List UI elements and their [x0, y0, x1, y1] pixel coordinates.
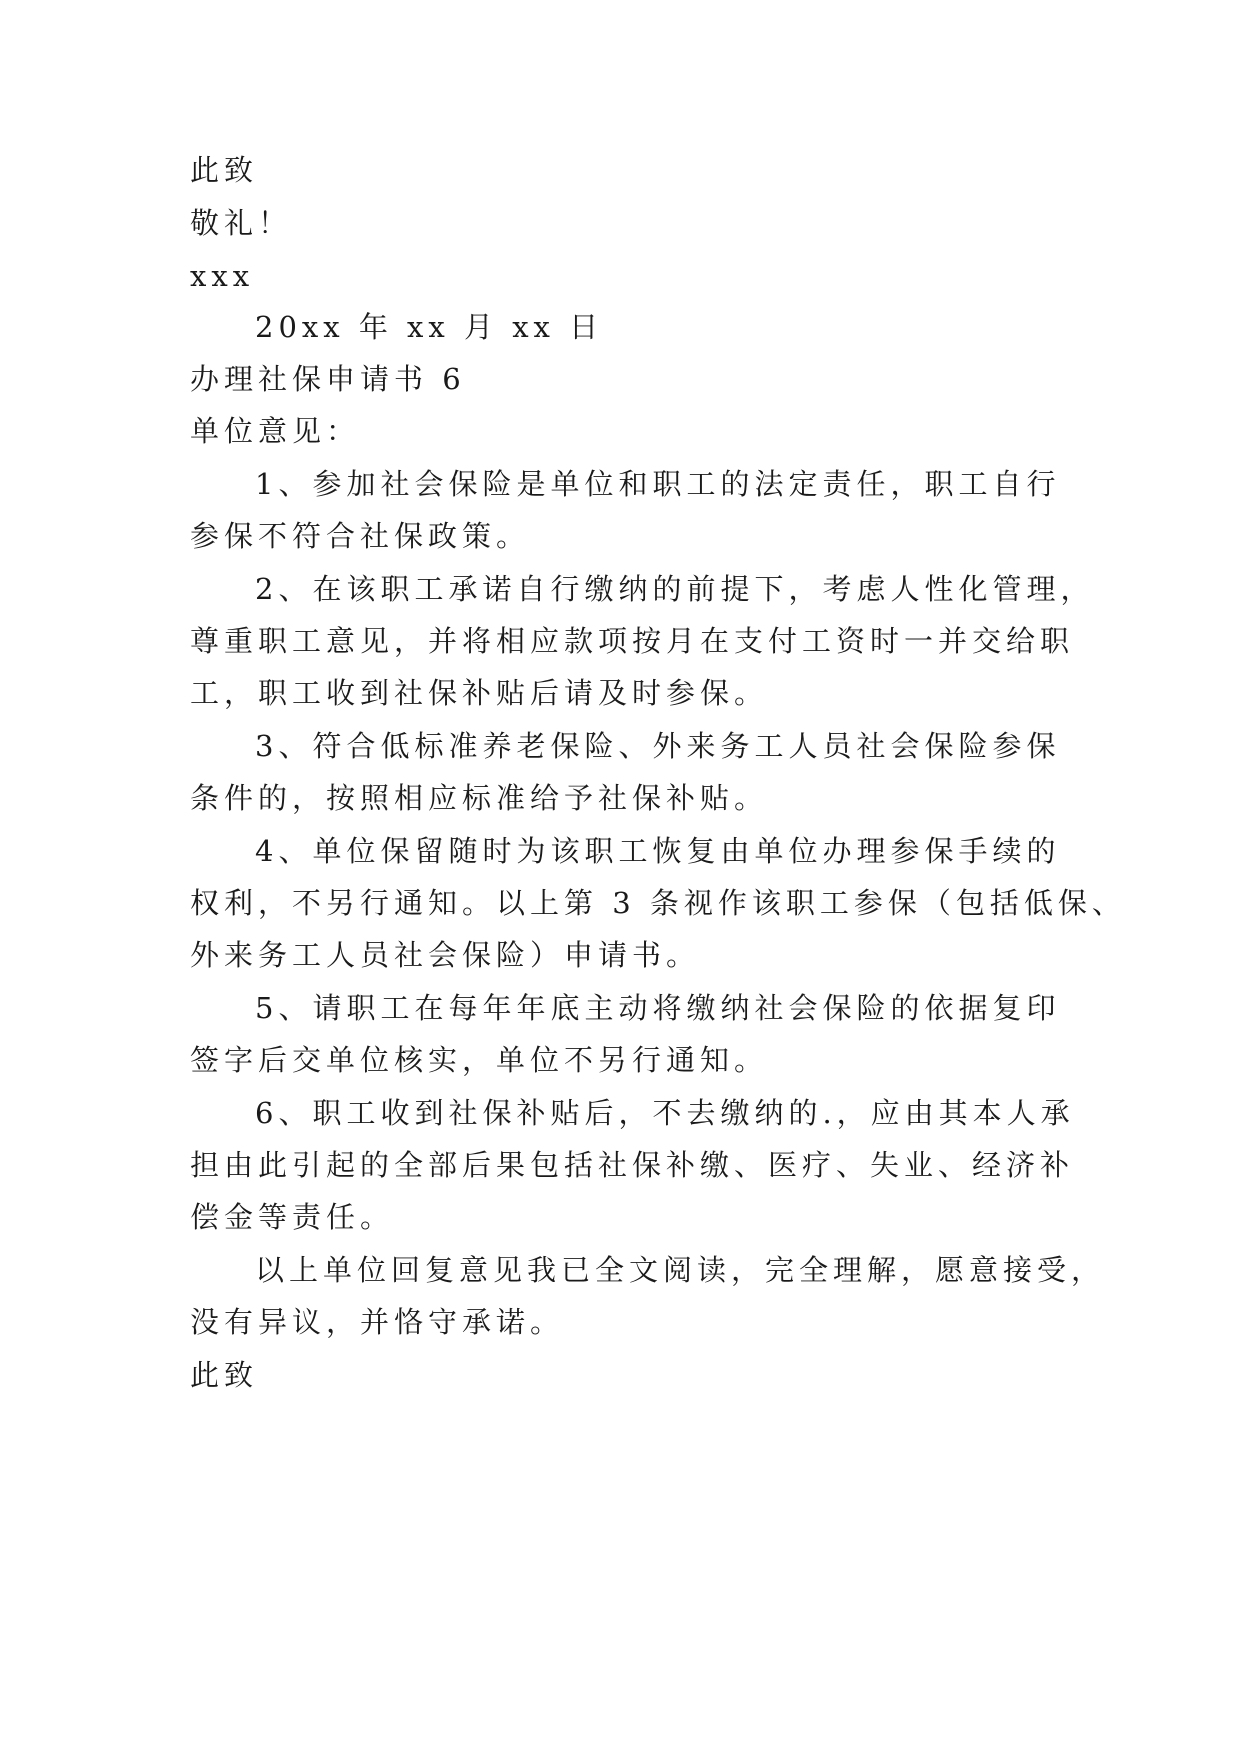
opinion-heading: 单位意见：	[190, 414, 361, 448]
item-6-line-2: 担由此引起的全部后果包括社保补缴、医疗、失业、经济补	[190, 1148, 1075, 1182]
item-3-line-2: 条件的，按照相应标准给予社保补贴。	[190, 781, 769, 815]
closing-text: 此致	[190, 153, 259, 187]
item-2-line-3: 工，职工收到社保补贴后请及时参保。	[190, 676, 769, 710]
item-4-line-2: 权利，不另行通知。以上第 3 条视作该职工参保（包括低保、	[190, 886, 1126, 920]
item-6-line-3: 偿金等责任。	[190, 1200, 395, 1234]
item-5-line-1: 5、请职工在每年年底主动将缴纳社会保险的依据复印	[255, 991, 1061, 1025]
item-2-line-1: 2、在该职工承诺自行缴纳的前提下，考虑人性化管理，	[255, 572, 1095, 606]
section-title: 办理社保申请书 6	[190, 362, 466, 396]
item-3-line-1: 3、符合低标准养老保险、外来务工人员社会保险参保	[255, 729, 1061, 763]
salutation-text: 敬礼！	[190, 206, 293, 240]
closing-text-2: 此致	[190, 1358, 259, 1392]
item-4-line-1: 4、单位保留随时为该职工恢复由单位办理参保手续的	[255, 834, 1061, 868]
item-1-line-1: 1、参加社会保险是单位和职工的法定责任，职工自行	[255, 467, 1061, 501]
item-4-line-3: 外来务工人员社会保险）申请书。	[190, 938, 701, 972]
item-6-line-1: 6、职工收到社保补贴后，不去缴纳的.，应由其本人承	[255, 1096, 1075, 1130]
signature-date: 20xx 年 xx 月 xx 日	[255, 310, 604, 344]
acknowledgement-line-2: 没有异议，并恪守承诺。	[190, 1305, 565, 1339]
item-2-line-2: 尊重职工意见，并将相应款项按月在支付工资时一并交给职	[190, 624, 1075, 658]
item-1-line-2: 参保不符合社保政策。	[190, 519, 531, 553]
signature-name: xxx	[190, 259, 255, 293]
item-5-line-2: 签字后交单位核实，单位不另行通知。	[190, 1043, 769, 1077]
acknowledgement-line-1: 以上单位回复意见我已全文阅读，完全理解，愿意接受，	[255, 1253, 1106, 1287]
